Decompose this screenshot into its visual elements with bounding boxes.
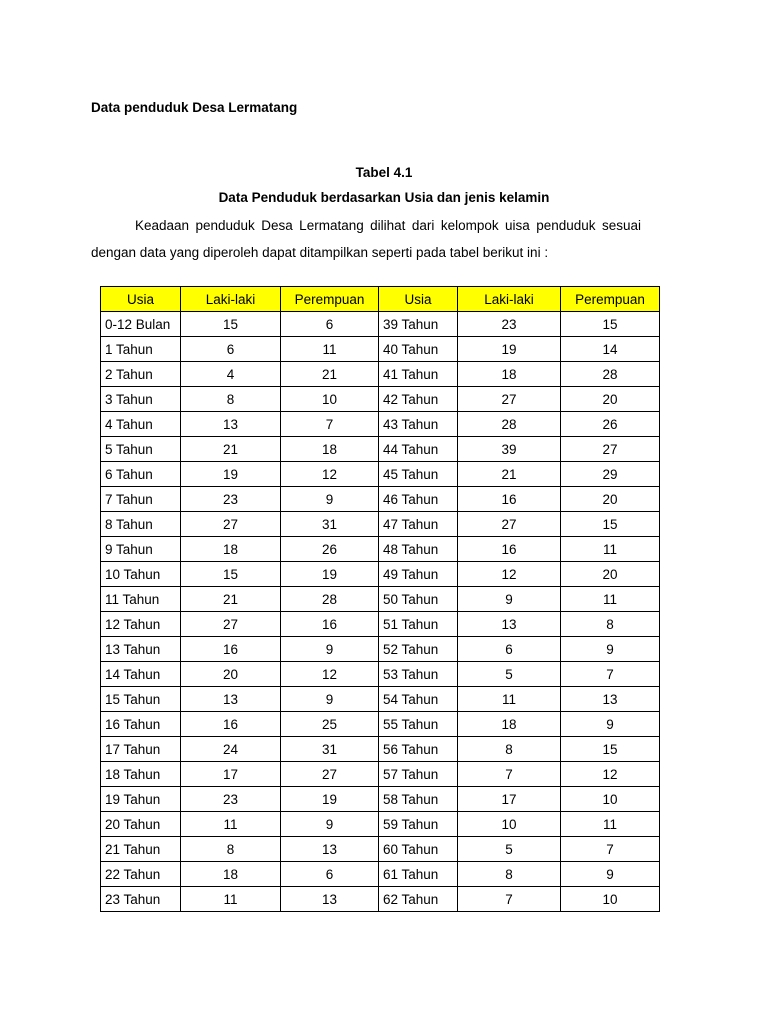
cell-usia-2: 47 Tahun bbox=[379, 512, 458, 537]
header-usia-2: Usia bbox=[379, 287, 458, 312]
cell-perempuan-2: 7 bbox=[561, 837, 660, 862]
cell-laki-laki-2: 16 bbox=[458, 487, 561, 512]
cell-perempuan-2: 9 bbox=[561, 712, 660, 737]
cell-perempuan: 28 bbox=[281, 587, 379, 612]
cell-usia-2: 57 Tahun bbox=[379, 762, 458, 787]
table-row bbox=[101, 312, 660, 337]
header-usia: Usia bbox=[101, 287, 181, 312]
cell-usia: 22 Tahun bbox=[101, 862, 181, 887]
table-row bbox=[101, 362, 660, 387]
cell-usia-2: 43 Tahun bbox=[379, 412, 458, 437]
cell-laki-laki-2: 8 bbox=[458, 737, 561, 762]
table-row bbox=[101, 412, 660, 437]
cell-perempuan: 18 bbox=[281, 437, 379, 462]
cell-laki-laki: 15 bbox=[181, 312, 281, 337]
cell-laki-laki-2: 16 bbox=[458, 537, 561, 562]
table-row bbox=[101, 537, 660, 562]
cell-perempuan-2: 29 bbox=[561, 462, 660, 487]
cell-perempuan-2: 20 bbox=[561, 487, 660, 512]
cell-usia-2: 52 Tahun bbox=[379, 637, 458, 662]
cell-perempuan: 25 bbox=[281, 712, 379, 737]
cell-laki-laki-2: 19 bbox=[458, 337, 561, 362]
cell-laki-laki: 6 bbox=[181, 337, 281, 362]
cell-usia-2: 60 Tahun bbox=[379, 837, 458, 862]
cell-laki-laki-2: 10 bbox=[458, 812, 561, 837]
header-laki-laki-2: Laki-laki bbox=[458, 287, 561, 312]
cell-laki-laki-2: 39 bbox=[458, 437, 561, 462]
cell-perempuan: 12 bbox=[281, 462, 379, 487]
cell-perempuan-2: 11 bbox=[561, 537, 660, 562]
table-row bbox=[101, 662, 660, 687]
cell-usia: 11 Tahun bbox=[101, 587, 181, 612]
cell-laki-laki: 18 bbox=[181, 862, 281, 887]
cell-perempuan: 13 bbox=[281, 837, 379, 862]
cell-perempuan: 11 bbox=[281, 337, 379, 362]
cell-laki-laki: 20 bbox=[181, 662, 281, 687]
cell-perempuan: 6 bbox=[281, 862, 379, 887]
cell-perempuan: 27 bbox=[281, 762, 379, 787]
cell-perempuan: 21 bbox=[281, 362, 379, 387]
cell-perempuan-2: 9 bbox=[561, 862, 660, 887]
cell-laki-laki: 21 bbox=[181, 437, 281, 462]
cell-usia: 18 Tahun bbox=[101, 762, 181, 787]
table-row bbox=[101, 637, 660, 662]
cell-perempuan-2: 14 bbox=[561, 337, 660, 362]
cell-perempuan: 19 bbox=[281, 562, 379, 587]
cell-laki-laki-2: 7 bbox=[458, 887, 561, 912]
cell-laki-laki: 17 bbox=[181, 762, 281, 787]
cell-usia-2: 44 Tahun bbox=[379, 437, 458, 462]
cell-laki-laki-2: 5 bbox=[458, 837, 561, 862]
cell-laki-laki: 13 bbox=[181, 412, 281, 437]
table-row bbox=[101, 712, 660, 737]
cell-perempuan: 31 bbox=[281, 512, 379, 537]
cell-laki-laki: 23 bbox=[181, 487, 281, 512]
cell-usia-2: 53 Tahun bbox=[379, 662, 458, 687]
cell-perempuan-2: 13 bbox=[561, 687, 660, 712]
table-row bbox=[101, 387, 660, 412]
cell-usia: 8 Tahun bbox=[101, 512, 181, 537]
cell-perempuan-2: 11 bbox=[561, 812, 660, 837]
header-perempuan-2: Perempuan bbox=[561, 287, 660, 312]
cell-perempuan-2: 12 bbox=[561, 762, 660, 787]
cell-laki-laki: 27 bbox=[181, 512, 281, 537]
cell-laki-laki: 23 bbox=[181, 787, 281, 812]
cell-usia: 17 Tahun bbox=[101, 737, 181, 762]
cell-laki-laki-2: 23 bbox=[458, 312, 561, 337]
table-row bbox=[101, 612, 660, 637]
cell-usia-2: 50 Tahun bbox=[379, 587, 458, 612]
cell-usia-2: 40 Tahun bbox=[379, 337, 458, 362]
cell-perempuan: 13 bbox=[281, 887, 379, 912]
cell-laki-laki: 11 bbox=[181, 887, 281, 912]
cell-laki-laki-2: 11 bbox=[458, 687, 561, 712]
cell-usia-2: 46 Tahun bbox=[379, 487, 458, 512]
cell-laki-laki-2: 9 bbox=[458, 587, 561, 612]
cell-perempuan-2: 15 bbox=[561, 312, 660, 337]
cell-usia: 13 Tahun bbox=[101, 637, 181, 662]
table-row bbox=[101, 887, 660, 912]
cell-usia: 10 Tahun bbox=[101, 562, 181, 587]
cell-usia: 1 Tahun bbox=[101, 337, 181, 362]
cell-usia-2: 39 Tahun bbox=[379, 312, 458, 337]
table-header-row bbox=[101, 287, 660, 312]
cell-perempuan: 16 bbox=[281, 612, 379, 637]
table-row bbox=[101, 812, 660, 837]
cell-usia: 21 Tahun bbox=[101, 837, 181, 862]
population-table bbox=[100, 286, 660, 912]
table-row bbox=[101, 862, 660, 887]
table-row bbox=[101, 687, 660, 712]
table-number: Tabel 4.1 bbox=[355, 165, 413, 180]
cell-usia: 2 Tahun bbox=[101, 362, 181, 387]
cell-usia: 12 Tahun bbox=[101, 612, 181, 637]
cell-laki-laki: 27 bbox=[181, 612, 281, 637]
cell-laki-laki-2: 12 bbox=[458, 562, 561, 587]
cell-usia-2: 49 Tahun bbox=[379, 562, 458, 587]
table-body bbox=[101, 312, 660, 912]
cell-laki-laki: 19 bbox=[181, 462, 281, 487]
cell-usia: 9 Tahun bbox=[101, 537, 181, 562]
cell-usia: 16 Tahun bbox=[101, 712, 181, 737]
table-row bbox=[101, 487, 660, 512]
intro-paragraph: Keadaan penduduk Desa Lermatang dilihat dari kelompok uisa penduduk sesuai dengan data yang diperoleh dapat ditampilkan seperti pada tabel berikut ini : bbox=[91, 218, 641, 260]
cell-laki-laki-2: 18 bbox=[458, 712, 561, 737]
cell-perempuan-2: 26 bbox=[561, 412, 660, 437]
cell-perempuan: 19 bbox=[281, 787, 379, 812]
cell-perempuan-2: 20 bbox=[561, 562, 660, 587]
cell-perempuan: 26 bbox=[281, 537, 379, 562]
table-row bbox=[101, 512, 660, 537]
cell-laki-laki-2: 17 bbox=[458, 787, 561, 812]
cell-perempuan: 9 bbox=[281, 687, 379, 712]
header-laki-laki: Laki-laki bbox=[181, 287, 281, 312]
cell-perempuan-2: 10 bbox=[561, 887, 660, 912]
cell-perempuan-2: 7 bbox=[561, 662, 660, 687]
cell-perempuan: 6 bbox=[281, 312, 379, 337]
cell-usia-2: 59 Tahun bbox=[379, 812, 458, 837]
cell-perempuan: 10 bbox=[281, 387, 379, 412]
cell-perempuan-2: 15 bbox=[561, 512, 660, 537]
header-perempuan: Perempuan bbox=[281, 287, 379, 312]
cell-laki-laki-2: 18 bbox=[458, 362, 561, 387]
cell-usia: 20 Tahun bbox=[101, 812, 181, 837]
cell-usia: 5 Tahun bbox=[101, 437, 181, 462]
cell-perempuan: 31 bbox=[281, 737, 379, 762]
cell-usia-2: 51 Tahun bbox=[379, 612, 458, 637]
cell-perempuan-2: 11 bbox=[561, 587, 660, 612]
cell-laki-laki: 18 bbox=[181, 537, 281, 562]
table-row bbox=[101, 737, 660, 762]
cell-perempuan: 12 bbox=[281, 662, 379, 687]
cell-perempuan: 9 bbox=[281, 812, 379, 837]
cell-perempuan-2: 20 bbox=[561, 387, 660, 412]
cell-laki-laki: 11 bbox=[181, 812, 281, 837]
table-row bbox=[101, 337, 660, 362]
cell-perempuan: 9 bbox=[281, 637, 379, 662]
cell-perempuan-2: 27 bbox=[561, 437, 660, 462]
cell-usia: 3 Tahun bbox=[101, 387, 181, 412]
cell-perempuan-2: 9 bbox=[561, 637, 660, 662]
cell-laki-laki-2: 6 bbox=[458, 637, 561, 662]
table-row bbox=[101, 587, 660, 612]
cell-laki-laki-2: 5 bbox=[458, 662, 561, 687]
cell-usia: 15 Tahun bbox=[101, 687, 181, 712]
cell-usia: 23 Tahun bbox=[101, 887, 181, 912]
cell-usia-2: 41 Tahun bbox=[379, 362, 458, 387]
cell-laki-laki-2: 7 bbox=[458, 762, 561, 787]
cell-laki-laki: 21 bbox=[181, 587, 281, 612]
cell-laki-laki: 16 bbox=[181, 712, 281, 737]
cell-usia: 7 Tahun bbox=[101, 487, 181, 512]
cell-laki-laki-2: 8 bbox=[458, 862, 561, 887]
cell-laki-laki: 16 bbox=[181, 637, 281, 662]
cell-usia: 19 Tahun bbox=[101, 787, 181, 812]
cell-laki-laki-2: 28 bbox=[458, 412, 561, 437]
document-heading: Data penduduk Desa Lermatang bbox=[91, 100, 298, 115]
cell-laki-laki-2: 21 bbox=[458, 462, 561, 487]
cell-usia-2: 45 Tahun bbox=[379, 462, 458, 487]
cell-usia: 14 Tahun bbox=[101, 662, 181, 687]
cell-laki-laki-2: 13 bbox=[458, 612, 561, 637]
cell-usia: 4 Tahun bbox=[101, 412, 181, 437]
cell-perempuan-2: 28 bbox=[561, 362, 660, 387]
cell-perempuan-2: 15 bbox=[561, 737, 660, 762]
table-row bbox=[101, 562, 660, 587]
cell-laki-laki: 24 bbox=[181, 737, 281, 762]
cell-laki-laki-2: 27 bbox=[458, 512, 561, 537]
table-row bbox=[101, 762, 660, 787]
cell-usia-2: 58 Tahun bbox=[379, 787, 458, 812]
table-row bbox=[101, 837, 660, 862]
cell-usia-2: 54 Tahun bbox=[379, 687, 458, 712]
cell-perempuan-2: 10 bbox=[561, 787, 660, 812]
table-row bbox=[101, 787, 660, 812]
cell-usia-2: 55 Tahun bbox=[379, 712, 458, 737]
table-row bbox=[101, 462, 660, 487]
cell-laki-laki-2: 27 bbox=[458, 387, 561, 412]
table-title: Data Penduduk berdasarkan Usia dan jenis kelamin bbox=[218, 190, 550, 205]
cell-usia-2: 62 Tahun bbox=[379, 887, 458, 912]
cell-perempuan-2: 8 bbox=[561, 612, 660, 637]
cell-perempuan: 9 bbox=[281, 487, 379, 512]
cell-laki-laki: 8 bbox=[181, 387, 281, 412]
cell-usia-2: 56 Tahun bbox=[379, 737, 458, 762]
cell-usia-2: 48 Tahun bbox=[379, 537, 458, 562]
cell-laki-laki: 8 bbox=[181, 837, 281, 862]
cell-laki-laki: 13 bbox=[181, 687, 281, 712]
cell-usia: 0-12 Bulan bbox=[101, 312, 181, 337]
cell-perempuan: 7 bbox=[281, 412, 379, 437]
table-row bbox=[101, 437, 660, 462]
cell-usia-2: 61 Tahun bbox=[379, 862, 458, 887]
cell-usia-2: 42 Tahun bbox=[379, 387, 458, 412]
cell-usia: 6 Tahun bbox=[101, 462, 181, 487]
cell-laki-laki: 4 bbox=[181, 362, 281, 387]
cell-laki-laki: 15 bbox=[181, 562, 281, 587]
